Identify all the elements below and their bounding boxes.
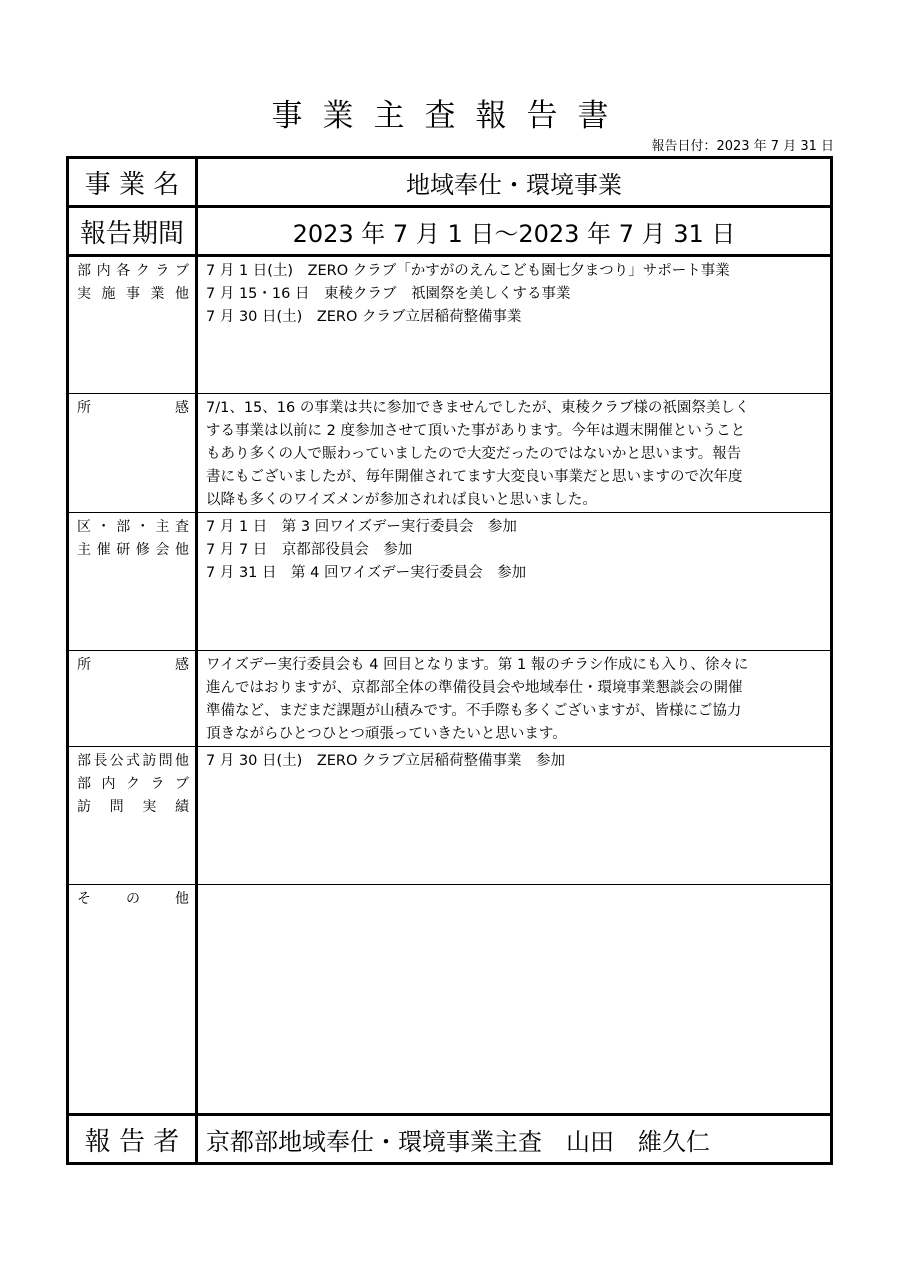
club-activities-value xyxy=(197,256,832,394)
text-line: 以降も多くのワイズメンが参加されれば良いと思いました。 xyxy=(206,492,597,508)
label-line: 部内クラブ xyxy=(77,776,189,792)
project-name-value: 地域奉仕・環境事業 xyxy=(406,170,622,199)
impression-2-value xyxy=(197,651,832,747)
other-value xyxy=(197,885,832,1115)
label-line: 所感 xyxy=(77,657,189,673)
list-item: 7 月 15・16 日 東稜クラブ 祇園祭を美しくする事業 xyxy=(206,286,571,302)
list-item: 7 月 1 日(土) ZERO クラブ「かすがのえんこども園七夕まつり」サポート事業 xyxy=(206,263,730,279)
report-form-table xyxy=(66,156,833,1165)
row-official-visits xyxy=(68,747,832,885)
official-visits-value xyxy=(197,747,832,885)
label-line: 主催研修会他 xyxy=(77,542,189,558)
seminars-value xyxy=(197,513,832,651)
club-activities-label xyxy=(68,256,197,394)
list-item: 7 月 7 日 京都部役員会 参加 xyxy=(206,542,413,558)
official-visits-label xyxy=(68,747,197,885)
report-date: 報告日付：2023 年 7 月 31 日 xyxy=(651,139,834,154)
label-line: 訪問実績 xyxy=(77,799,189,815)
text-line: 書にもございましたが、毎年開催されてます大変良い事業だと思いますので次年度 xyxy=(206,469,743,485)
period-value: 2023 年 7 月 1 日～2023 年 7 月 31 日 xyxy=(197,207,832,256)
text-line: 進んではおりますが、京都部全体の準備役員会や地域奉仕・環境事業懇談会の開催 xyxy=(206,680,743,696)
label-line: その他 xyxy=(77,891,189,907)
text-line: 準備など、まだまだ課題が山積みです。不手際も多くございますが、皆様にご協力 xyxy=(206,703,742,719)
text-line: する事業は以前に 2 度参加させて頂いた事があります。今年は週末開催ということ xyxy=(206,423,746,439)
row-other xyxy=(68,885,832,1115)
impression-2-label xyxy=(68,651,197,747)
label-line: 実施事業他 xyxy=(77,286,189,302)
row-impression-2 xyxy=(68,651,832,747)
impression-1-label xyxy=(68,394,197,513)
period-label: 報告期間 xyxy=(68,207,197,256)
label-line: 所感 xyxy=(77,400,189,416)
label-line: 区・部・主査 xyxy=(77,519,189,535)
row-reporter xyxy=(68,1115,832,1164)
impression-1-value xyxy=(197,394,832,513)
list-item: 7 月 30 日(土) ZERO クラブ立居稲荷整備事業 参加 xyxy=(206,753,566,769)
text-line: 頂きながらひとつひとつ頑張っていきたいと思います。 xyxy=(206,726,567,742)
row-club-activities xyxy=(68,256,832,394)
list-item: 7 月 1 日 第 3 回ワイズデー実行委員会 参加 xyxy=(206,519,517,535)
label-line: 部長公式訪問他 xyxy=(77,753,189,769)
label-line: 部内各クラブ xyxy=(77,263,189,279)
seminars-label xyxy=(68,513,197,651)
list-item: 7 月 31 日 第 4 回ワイズデー実行委員会 参加 xyxy=(206,565,527,581)
text-line: 7/1、15、16 の事業は共に参加できませんでしたが、東稜クラブ様の祇園祭美しく xyxy=(206,400,750,416)
other-label xyxy=(68,885,197,1115)
page-title: 事業主査報告書 xyxy=(271,98,629,134)
row-period xyxy=(68,207,832,256)
row-seminars xyxy=(68,513,832,651)
text-line: ワイズデー実行委員会も 4 回目となります。第 1 報のチラシ作成にも入り、徐々に xyxy=(206,657,749,673)
list-item: 7 月 30 日(土) ZERO クラブ立居稲荷整備事業 xyxy=(206,309,522,325)
reporter-value: 京都部地域奉仕・環境事業主査 山田 維久仁 xyxy=(197,1115,832,1164)
project-name-label: 事 業 名 xyxy=(68,158,197,207)
text-line: もあり多くの人で賑わっていましたので大変だったのではないかと思います。報告 xyxy=(206,446,742,462)
reporter-label: 報 告 者 xyxy=(68,1115,197,1164)
row-impression-1 xyxy=(68,394,832,513)
row-project-name xyxy=(68,158,832,207)
